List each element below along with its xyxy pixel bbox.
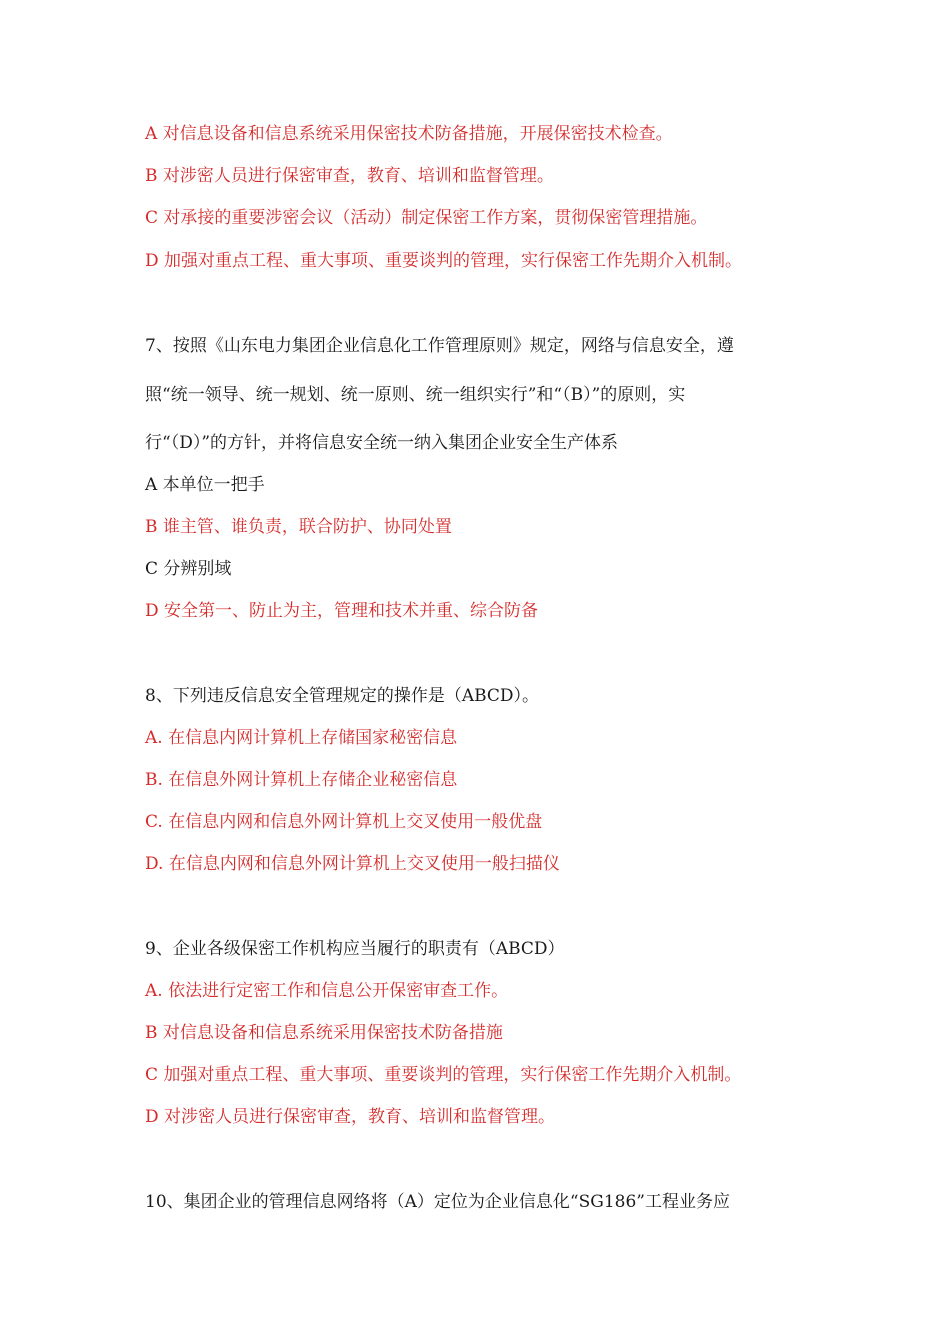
q6-option-c: C 对承接的重要涉密会议（活动）制定保密工作方案，贯彻保密管理措施。 xyxy=(145,208,708,228)
q8-option-d: D. 在信息内网和信息外网计算机上交叉使用一般扫描仪 xyxy=(145,854,560,874)
q7-option-d: D 安全第一、防止为主，管理和技术并重、综合防备 xyxy=(145,601,539,621)
q6-option-d: D 加强对重点工程、重大事项、重要谈判的管理，实行保密工作先期介入机制。 xyxy=(145,251,743,271)
q7-option-c: C 分辨别域 xyxy=(145,559,232,579)
q6-option-b: B 对涉密人员进行保密审查，教育、培训和监督管理。 xyxy=(145,166,554,186)
q9-option-d: D 对涉密人员进行保密审查，教育、培训和监督管理。 xyxy=(145,1107,556,1127)
q8-option-b: B. 在信息外网计算机上存储企业秘密信息 xyxy=(145,770,458,790)
q8-option-c: C. 在信息内网和信息外网计算机上交叉使用一般优盘 xyxy=(145,812,543,832)
q9-option-a: A. 依法进行定密工作和信息公开保密审查工作。 xyxy=(145,981,509,1001)
q9-option-c: C 加强对重点工程、重大事项、重要谈判的管理，实行保密工作先期介入机制。 xyxy=(145,1065,742,1085)
q9-option-b: B 对信息设备和信息系统采用保密技术防备措施 xyxy=(145,1023,503,1043)
q7-question-line-3: 行“（D）”的方针，并将信息安全统一纳入集团企业安全生产体系 xyxy=(145,433,619,453)
q7-option-b: B 谁主管、谁负责，联合防护、协同处置 xyxy=(145,517,452,537)
q8-question: 8、下列违反信息安全管理规定的操作是（ABCD）。 xyxy=(145,686,540,706)
q7-question-line-2: 照“统一领导、统一规划、统一原则、统一组织实行”和“（B）”的原则，实 xyxy=(145,385,686,405)
q7-question-line-1: 7、按照《山东电力集团企业信息化工作管理原则》规定，网络与信息安全，遵 xyxy=(145,336,734,356)
q10-question: 10、集团企业的管理信息网络将（A）定位为企业信息化“SG186”工程业务应 xyxy=(145,1192,730,1212)
q9-question: 9、企业各级保密工作机构应当履行的职责有（ABCD） xyxy=(145,939,565,959)
q8-option-a: A. 在信息内网计算机上存储国家秘密信息 xyxy=(145,728,458,748)
q6-option-a: A 对信息设备和信息系统采用保密技术防备措施，开展保密技术检查。 xyxy=(145,124,673,144)
q7-option-a: A 本单位一把手 xyxy=(145,475,265,495)
